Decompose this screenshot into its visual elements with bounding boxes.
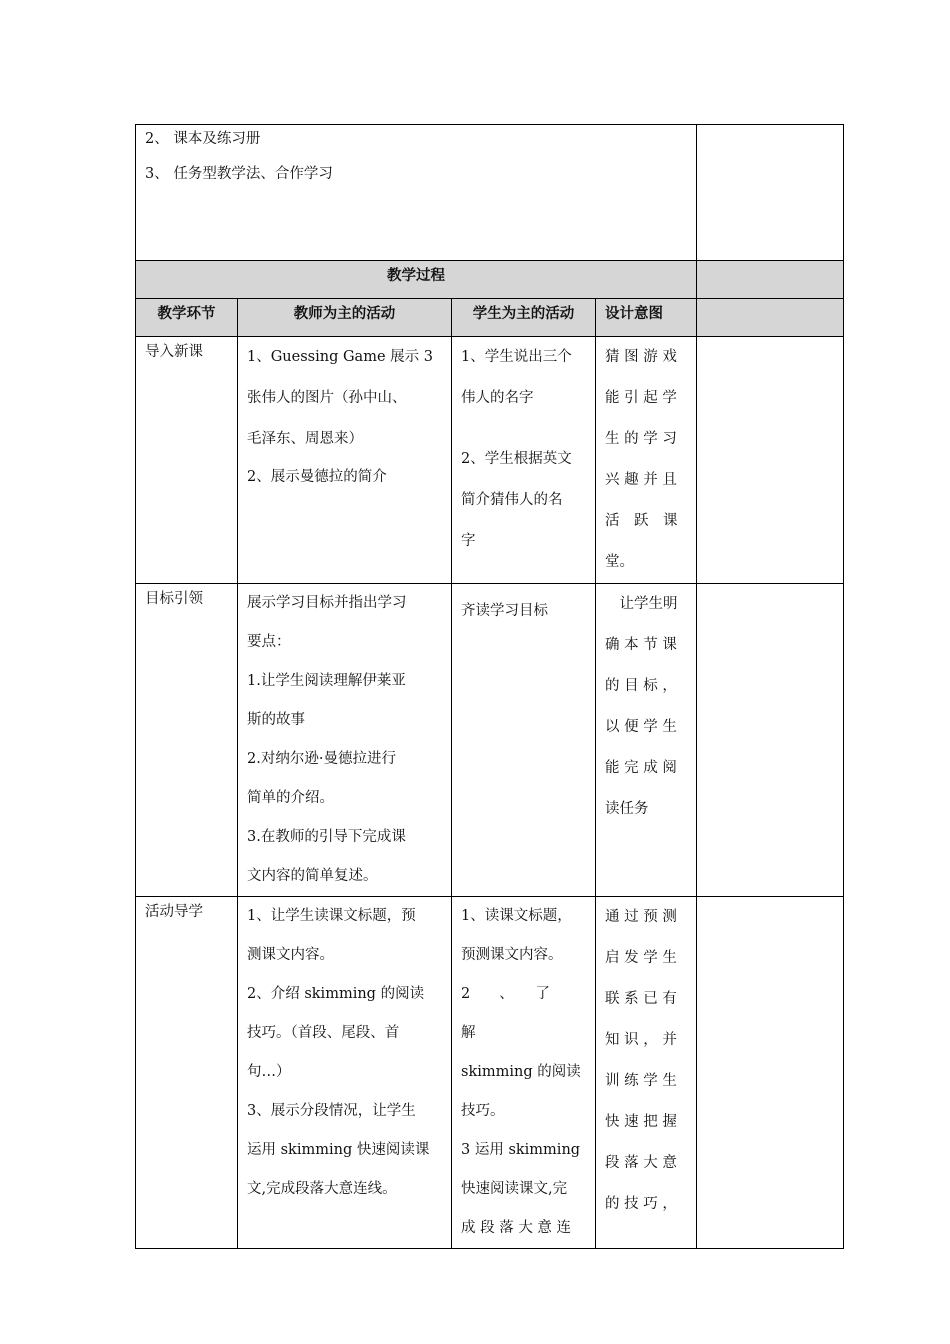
intent-line: 堂。 bbox=[605, 554, 634, 570]
side-cell bbox=[697, 337, 844, 584]
student-line: 3 运用 skimming bbox=[461, 1142, 581, 1158]
student-line: 预测课文内容。 bbox=[461, 947, 563, 963]
materials-line-2: 3、 任务型教学法、合作学习 bbox=[145, 166, 333, 182]
teacher-line: 句…） bbox=[247, 1064, 291, 1080]
teacher-line: 简单的介绍。 bbox=[247, 790, 334, 806]
process-header-row bbox=[136, 261, 844, 299]
side-cell bbox=[697, 897, 844, 1249]
student-line: 2 、 了 解 bbox=[461, 986, 579, 1041]
student-line: 快速阅读课文,完 bbox=[461, 1181, 568, 1197]
intent-line: 读任务 bbox=[605, 801, 649, 817]
process-header: 教学过程 bbox=[136, 261, 697, 299]
student-cell bbox=[452, 584, 596, 897]
materials-cell bbox=[136, 125, 697, 261]
student-line: 技巧。 bbox=[461, 1103, 505, 1119]
lesson-plan-table bbox=[135, 124, 844, 1249]
teacher-line: 1.让学生阅读理解伊莱亚 bbox=[247, 673, 406, 689]
intent-line: 以 便 学 生 bbox=[605, 719, 677, 735]
intent-line: 联 系 已 有 bbox=[605, 991, 677, 1007]
teacher-line: 2、展示曼德拉的简介 bbox=[247, 469, 387, 485]
student-cell bbox=[452, 897, 596, 1249]
col-header-teacher: 教师为主的活动 bbox=[238, 299, 452, 337]
student-cell bbox=[452, 337, 596, 584]
intent-line: 快 速 把 握 bbox=[605, 1114, 677, 1130]
intent-line: 生 的 学 习 bbox=[605, 431, 677, 447]
student-line: 2、学生根据英文 bbox=[461, 451, 572, 467]
intent-line: 的 目 标 ， bbox=[605, 678, 677, 694]
teacher-line: 张伟人的图片（孙中山、 bbox=[247, 390, 407, 406]
student-line: 齐读学习目标 bbox=[461, 603, 548, 619]
teacher-line: 斯的故事 bbox=[247, 712, 305, 728]
column-header-row bbox=[136, 299, 844, 337]
intent-line: 活 跃 课 bbox=[605, 513, 678, 529]
intent-line: 能 完 成 阅 bbox=[605, 760, 677, 776]
intent-line: 的 技 巧 ， bbox=[605, 1196, 677, 1212]
intent-line: 知 识 ， 并 bbox=[605, 1032, 677, 1048]
intent-line: 让学生明 bbox=[605, 596, 678, 612]
intent-line: 训 练 学 生 bbox=[605, 1073, 677, 1089]
intent-cell bbox=[596, 584, 697, 897]
teacher-line: 2、介绍 skimming 的阅读 bbox=[247, 986, 425, 1002]
teacher-line: 文,完成段落大意连线。 bbox=[247, 1181, 397, 1197]
student-line: 成 段 落 大 意 连 bbox=[461, 1220, 572, 1236]
student-line bbox=[461, 419, 587, 439]
lesson-plan-page bbox=[135, 124, 843, 1249]
intent-cell bbox=[596, 337, 697, 584]
stage-cell: 活动导学 bbox=[136, 897, 238, 1249]
table-row bbox=[136, 337, 844, 584]
intent-cell bbox=[596, 897, 697, 1249]
teacher-line: 1、Guessing Game 展示 3 bbox=[247, 349, 433, 365]
student-line: 字 bbox=[461, 533, 476, 549]
intent-line: 段 落 大 意 bbox=[605, 1155, 677, 1171]
teacher-cell bbox=[238, 337, 452, 584]
intent-line: 兴 趣 并 且 bbox=[605, 472, 677, 488]
table-row bbox=[136, 897, 844, 1249]
teacher-line: 2.对纳尔逊·曼德拉进行 bbox=[247, 751, 396, 767]
intent-line: 能 引 起 学 bbox=[605, 390, 677, 406]
teacher-line: 毛泽东、周恩来） bbox=[247, 431, 363, 447]
teacher-line: 文内容的简单复述。 bbox=[247, 868, 378, 884]
stage-cell: 导入新课 bbox=[136, 337, 238, 584]
materials-row bbox=[136, 125, 844, 261]
teacher-line: 要点： bbox=[247, 634, 291, 650]
col-header-stage: 教学环节 bbox=[136, 299, 238, 337]
teacher-line: 技巧。（首段、尾段、首 bbox=[247, 1025, 400, 1041]
intent-line: 通 过 预 测 bbox=[605, 909, 677, 925]
teacher-line: 展示学习目标并指出学习 bbox=[247, 595, 407, 611]
teacher-cell bbox=[238, 584, 452, 897]
teacher-line: 3.在教师的引导下完成课 bbox=[247, 829, 406, 845]
intent-line: 确 本 节 课 bbox=[605, 637, 677, 653]
student-line: 1、读课文标题， bbox=[461, 908, 572, 924]
materials-side-cell bbox=[697, 125, 844, 261]
teacher-line: 测课文内容。 bbox=[247, 947, 334, 963]
col-header-side bbox=[697, 299, 844, 337]
col-header-student: 学生为主的活动 bbox=[452, 299, 596, 337]
student-line: 简介猜伟人的名 bbox=[461, 492, 563, 508]
process-header-side bbox=[697, 261, 844, 299]
materials-line-1: 2、 课本及练习册 bbox=[145, 131, 261, 147]
stage-cell: 目标引领 bbox=[136, 584, 238, 897]
teacher-line: 1、让学生读课文标题，预 bbox=[247, 908, 416, 924]
teacher-cell bbox=[238, 897, 452, 1249]
student-line: 伟人的名字 bbox=[461, 390, 534, 406]
side-cell bbox=[697, 584, 844, 897]
col-header-intent: 设计意图 bbox=[596, 299, 697, 337]
table-row bbox=[136, 584, 844, 897]
student-line: skimming 的阅读 bbox=[461, 1064, 581, 1080]
intent-line: 启 发 学 生 bbox=[605, 950, 677, 966]
intent-line: 猜 图 游 戏 bbox=[605, 349, 677, 365]
teacher-line: 运用 skimming 快速阅读课 bbox=[247, 1142, 430, 1158]
teacher-line: 3、展示分段情况，让学生 bbox=[247, 1103, 416, 1119]
student-line: 1、学生说出三个 bbox=[461, 349, 572, 365]
